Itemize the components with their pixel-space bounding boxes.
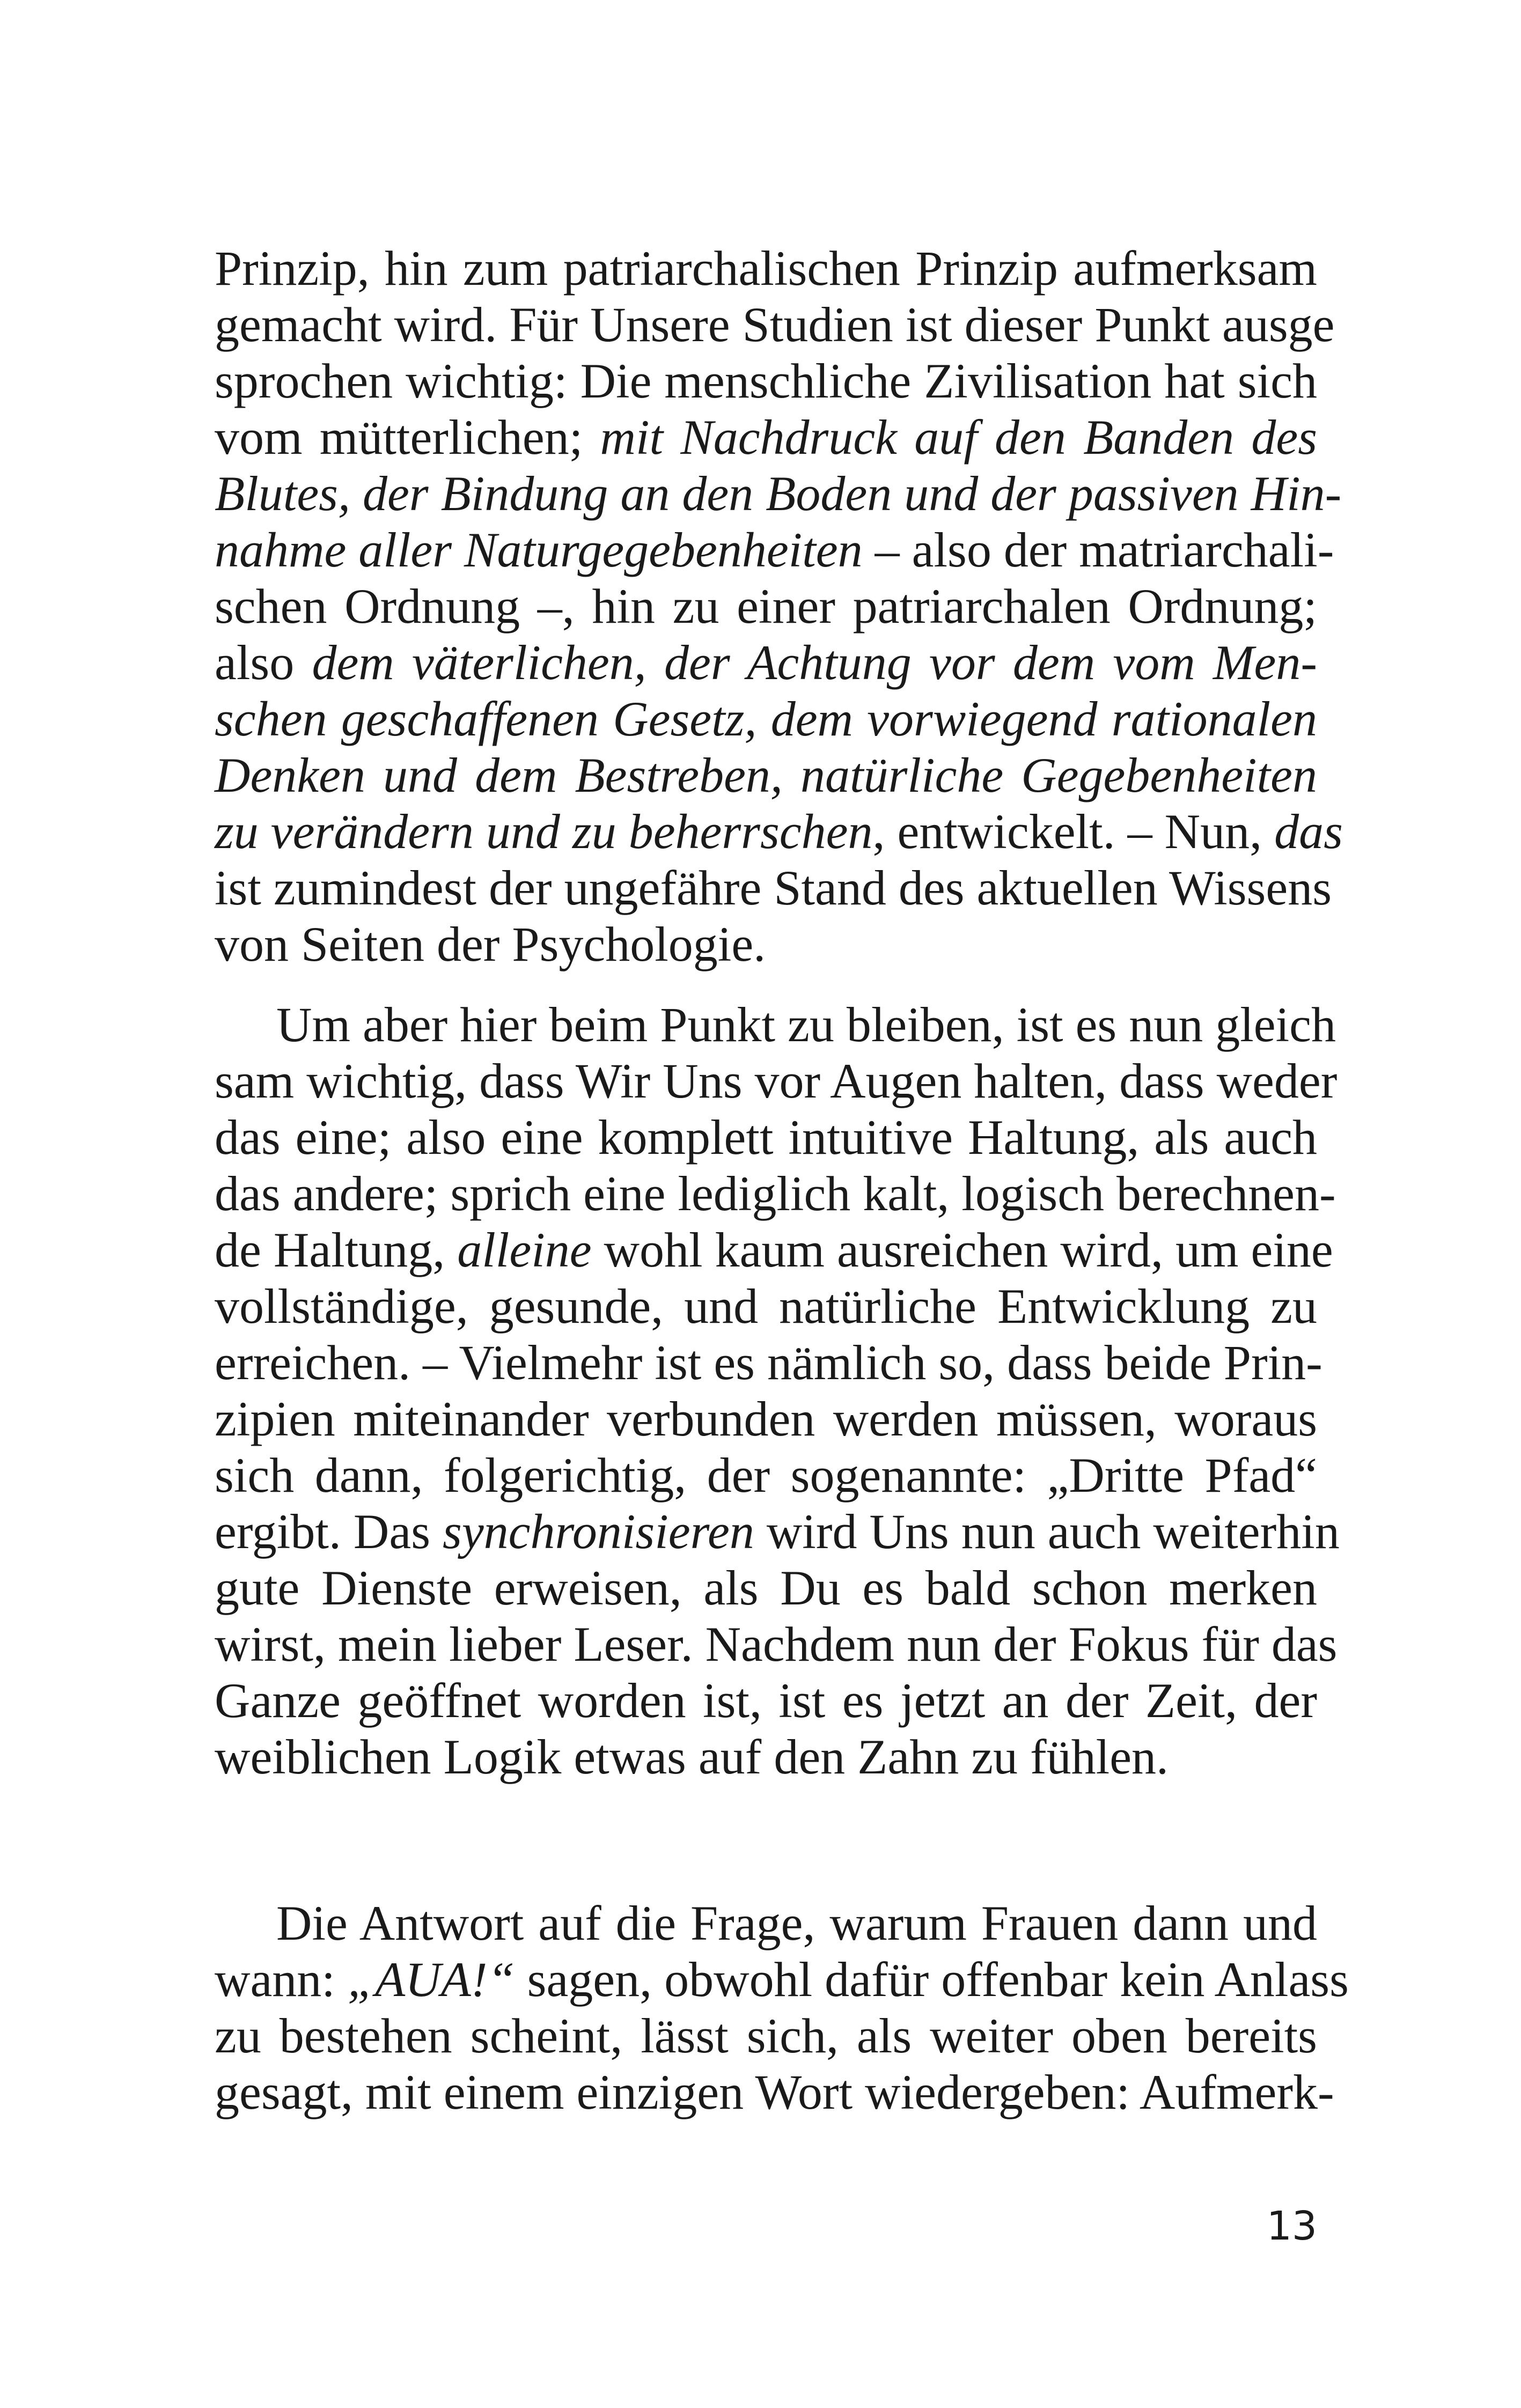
text-segment: ist zumindest der ungefähre Stand des aktuellen Wissens — [215, 860, 1332, 915]
text-line — [215, 1108, 1317, 1167]
italic-text: synchronisieren — [443, 1504, 754, 1559]
italic-text: dem väterlichen, der Achtung vor dem vom Men- — [312, 635, 1318, 690]
text-segment: de Haltung, — [215, 1223, 458, 1277]
text-line — [215, 239, 1317, 298]
text-line — [215, 408, 1317, 467]
text-segment: , entwickelt. – Nun, — [872, 804, 1275, 859]
text-segment: erreichen. – Vielmehr ist es nämlich so, dass beide Prin- — [215, 1335, 1322, 1390]
text-line — [215, 1164, 1336, 1223]
italic-text: schen geschaffenen Gesetz, dem vorwiegend rationalen — [215, 691, 1317, 746]
text-line — [215, 1277, 1317, 1336]
text-line — [215, 1558, 1317, 1617]
text-segment: vom mütterlichen; — [215, 410, 600, 465]
italic-text: alleine — [457, 1223, 592, 1277]
italic-text: mit Nachdruck auf den Banden des — [600, 410, 1317, 465]
text-line — [215, 1671, 1317, 1730]
text-line — [215, 2063, 1334, 2122]
text-line — [215, 915, 1317, 974]
text-segment: vollständige, gesunde, und natürliche Entwicklung zu — [215, 1279, 1317, 1334]
text-line — [215, 2006, 1317, 2065]
text-segment: also — [215, 635, 312, 690]
book-page — [215, 0, 1349, 2408]
page-number: 13 — [1266, 2203, 1317, 2249]
text-line — [215, 633, 1317, 692]
text-line — [215, 351, 1317, 410]
text-line — [215, 802, 1343, 861]
text-line — [215, 1446, 1317, 1505]
italic-text: Denken und dem Bestreben, natürliche Gegebenheiten — [215, 748, 1317, 802]
text-segment: das andere; sprich eine lediglich kalt, logisch berechnen- — [215, 1166, 1336, 1221]
text-line — [215, 295, 1335, 354]
text-segment: Ganze geöffnet worden ist, ist es jetzt an der Zeit, der — [215, 1673, 1317, 1728]
text-segment: Die Antwort auf die Frage, warum Frauen dann und — [276, 1896, 1317, 1950]
text-line — [215, 689, 1317, 748]
text-segment: schen Ordnung –, hin zu einer patriarchalen Ordnung; — [215, 579, 1317, 634]
italic-text: das — [1274, 804, 1343, 859]
text-segment: Um aber hier beim Punkt zu bleiben, ist es nun gleich — [276, 997, 1336, 1052]
text-segment: Prinzip, hin zum patriarchalischen Prinzip aufmerksam — [215, 241, 1317, 296]
text-line — [215, 577, 1317, 636]
text-segment: gemacht wird. Für Unsere Studien ist dieser Punkt ausge — [215, 297, 1335, 352]
italic-text: zu verändern und zu beherrschen — [215, 804, 873, 859]
text-segment: sam wichtig, dass Wir Uns vor Augen halten, dass weder — [215, 1054, 1338, 1108]
text-segment: – also der matriarchali- — [862, 522, 1334, 577]
text-line — [215, 1727, 1317, 1786]
text-segment: von Seiten der Psychologie. — [215, 917, 766, 971]
text-segment: sagen, obwohl dafür offenbar kein Anlass — [515, 1952, 1349, 2007]
text-segment: wann: — [215, 1952, 348, 2007]
italic-text: Blutes, der Bindung an den Boden und der passiven Hin- — [215, 466, 1342, 521]
text-segment: sich dann, folgerichtig, der sogenannte: „Dritte Pfad“ — [215, 1448, 1317, 1503]
text-segment: gute Dienste erweisen, als Du es bald schon merken — [215, 1560, 1317, 1615]
text-segment: zu bestehen scheint, lässt sich, als weiter oben bereits — [215, 2008, 1317, 2063]
text-line — [215, 1615, 1338, 1674]
text-segment: das eine; also eine komplett intuitive Haltung, als auch — [215, 1110, 1317, 1165]
text-segment: weiblichen Logik etwas auf den Zahn zu fühlen. — [215, 1729, 1169, 1784]
text-segment: wirst, mein lieber Leser. Nachdem nun der Fokus für das — [215, 1617, 1338, 1671]
italic-text: nahme aller Naturgegebenheiten — [215, 522, 863, 577]
text-segment: sprochen wichtig: Die menschliche Zivilisation hat sich — [215, 354, 1317, 408]
text-line — [215, 746, 1317, 805]
italic-text: „AUA!“ — [347, 1952, 515, 2007]
text-line — [215, 464, 1342, 523]
text-line — [215, 520, 1334, 579]
text-line — [215, 1220, 1333, 1279]
text-line — [215, 1389, 1317, 1448]
text-line — [215, 1950, 1349, 2009]
text-segment: gesagt, mit einem einzigen Wort wiedergeben: Aufmerk- — [215, 2065, 1334, 2119]
text-segment: wohl kaum ausreichen wird, um eine — [591, 1223, 1333, 1277]
text-segment: zipien miteinander verbunden werden müssen, woraus — [215, 1391, 1317, 1446]
text-segment: ergibt. Das — [215, 1504, 443, 1559]
text-line — [215, 1502, 1340, 1561]
text-line — [215, 1051, 1338, 1110]
text-line — [215, 1333, 1322, 1392]
text-line — [215, 858, 1332, 917]
text-segment: wird Uns nun auch weiterhin — [754, 1504, 1340, 1559]
text-line — [276, 1894, 1317, 1953]
text-line — [276, 995, 1336, 1054]
